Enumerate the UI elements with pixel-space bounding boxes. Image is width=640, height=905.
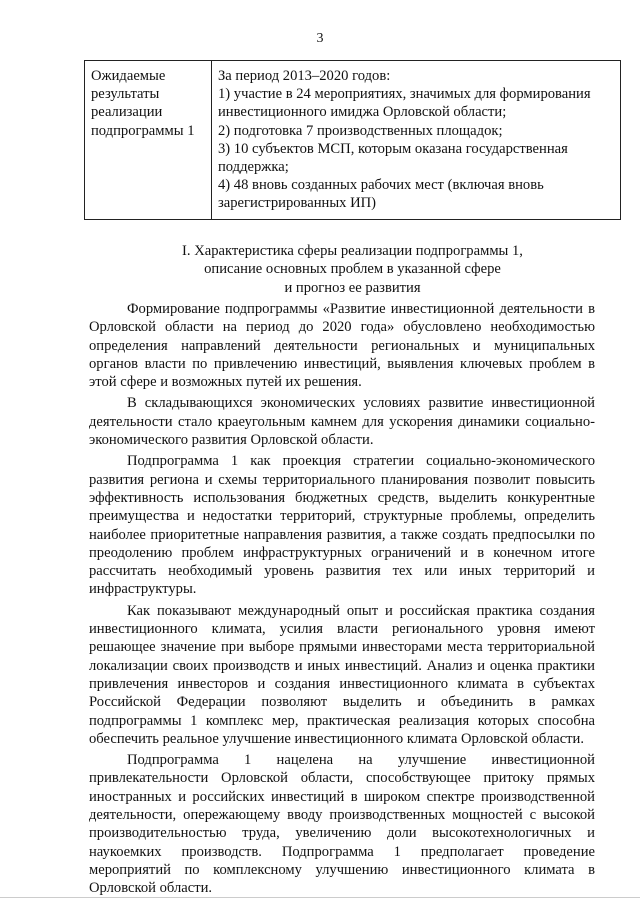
section-heading-line-1: I. Характеристика сферы реализации подпрограммы 1,: [182, 243, 523, 259]
results-value-cell: [212, 61, 621, 220]
paragraph-experience: Как показывают международный опыт и российская практика создания инвестиционного климата, усилия власти регионального уровня имеют решающее значение при выборе прямыми инвесторами места территориальной локализации своих производств и иных инвестиций. Анализ и оценка практики привлечения инвесторов и создания инвестиционного климата в субъектах Российской Федерации позволяют выделить и объединить в рамках подпрограммы 1 комплекс мер, практическая реализация которых способна обеспечить реальное улучшение инвестиционного климата Орловской области.: [89, 602, 595, 747]
body-text: [89, 300, 595, 901]
paragraph-aim: Подпрограмма 1 нацелена на улучшение инвестиционной привлекательности Орловской области, способствующее притоку прямых иностранных и российских инвестиций в широком спектре производственной деятельности, опережающему вводу производственных мощностей с высокой производительностью труда, увеличению доли высокотехнологичных и наукоемких производств. Подпрограмма 1 предполагает проведение мероприятий по комплексному улучшению инвестиционного климата в Орловской области.: [89, 752, 595, 897]
section-heading-line-3: и прогноз ее развития: [284, 279, 421, 296]
page-number: 3: [316, 31, 324, 46]
expected-results-table: [84, 60, 621, 220]
result-item-sme: 3) 10 субъектов МСП, которым оказана государственная поддержка;: [218, 140, 568, 176]
section-heading: [84, 242, 621, 297]
bottom-rule: [0, 897, 640, 898]
results-label-cell: Ожидаемые результаты реализации подпрограммы 1: [85, 61, 212, 220]
paragraph-formation: Формирование подпрограммы «Развитие инвестиционной деятельности в Орловской области на период до 2020 года» обусловлено необходимостью определения направлений деятельности региональных и муниципальных органов власти по привлечению инвестиций, выявления ключевых проблем в этой сфере и возможных путей их решения.: [89, 301, 595, 391]
result-item-sites: 2) подготовка 7 производственных площадок;: [218, 122, 503, 139]
result-item-events: 1) участие в 24 мероприятиях, значимых для формирования инвестиционного имиджа Орловской области;: [218, 86, 591, 121]
section-heading-line-2: описание основных проблем в указанной сфере: [204, 261, 501, 278]
results-period: За период 2013–2020 годов:: [218, 68, 391, 84]
paragraph-projection: Подпрограмма 1 как проекция стратегии социально-экономического развития региона и схемы территориального планирования позволит повысить эффективность использования бюджетных средств, выделить конкурентные преимущества и недостатки территорий, структурные проблемы, определить наиболее приоритетные направления развития, а также создать предпосылки по преодолению проблем инфраструктурных ограничений и в конечном итоге рассчитать необходимый уровень развития тех или иных территорий и инфраструктуры.: [89, 453, 595, 598]
paragraph-conditions: В складывающихся экономических условиях развитие инвестиционной деятельности стало краеугольным камнем для ускорения динамики социально-экономического развития Орловской области.: [89, 395, 595, 449]
result-item-jobs: 4) 48 вновь созданных рабочих мест (включая вновь зарегистрированных ИП): [218, 177, 544, 212]
table-row: [85, 61, 621, 220]
